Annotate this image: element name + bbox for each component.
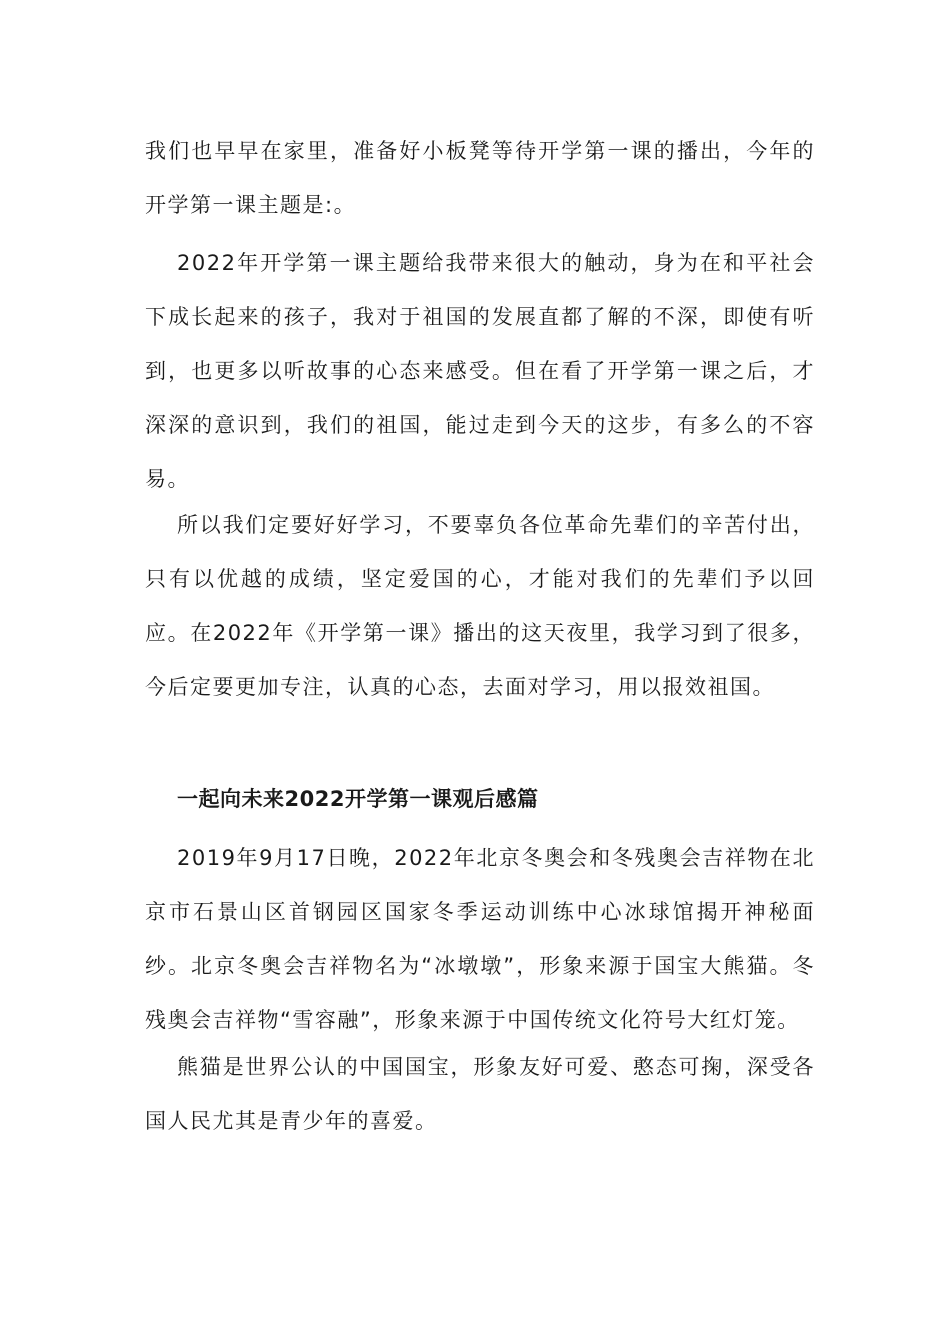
paragraph-impression: 2022年开学第一课主题给我带来很大的触动，身为在和平社会下成长起来的孩子，我对于祖国的发展直都了解的不深，即使有听到，也更多以听故事的心态来感受。但在看了开学第一课之后，才深深的意识到，我们的祖国，能过走到今天的这步，有多么的不容易。 — [145, 251, 815, 491]
paragraph-intro: 我们也早早在家里，准备好小板凳等待开学第一课的播出，今年的开学第一课主题是:。 — [145, 139, 815, 217]
paragraph-resolution: 所以我们定要好好学习，不要辜负各位革命先辈们的辛苦付出，只有以优越的成绩，坚定爱国的心，才能对我们的先辈们予以回应。在2022年《开学第一课》播出的这天夜里，我学习到了很多，今后定要更加专注，认真的心态，去面对学习，用以报效祖国。 — [145, 513, 815, 699]
paragraph-panda: 熊猫是世界公认的中国国宝，形象友好可爱、憨态可掬，深受各国人民尤其是青少年的喜爱。 — [145, 1055, 815, 1133]
section-heading: 一起向未来2022开学第一课观后感篇 — [177, 787, 539, 811]
paragraph-mascots: 2019年9月17日晚，2022年北京冬奥会和冬残奥会吉祥物在北京市石景山区首钢园区国家冬季运动训练中心冰球馆揭开神秘面纱。北京冬奥会吉祥物名为“冰墩墩”，形象来源于国宝大熊猫。冬残奥会吉祥物“雪容融”，形象来源于中国传统文化符号大红灯笼。 — [145, 846, 815, 1032]
